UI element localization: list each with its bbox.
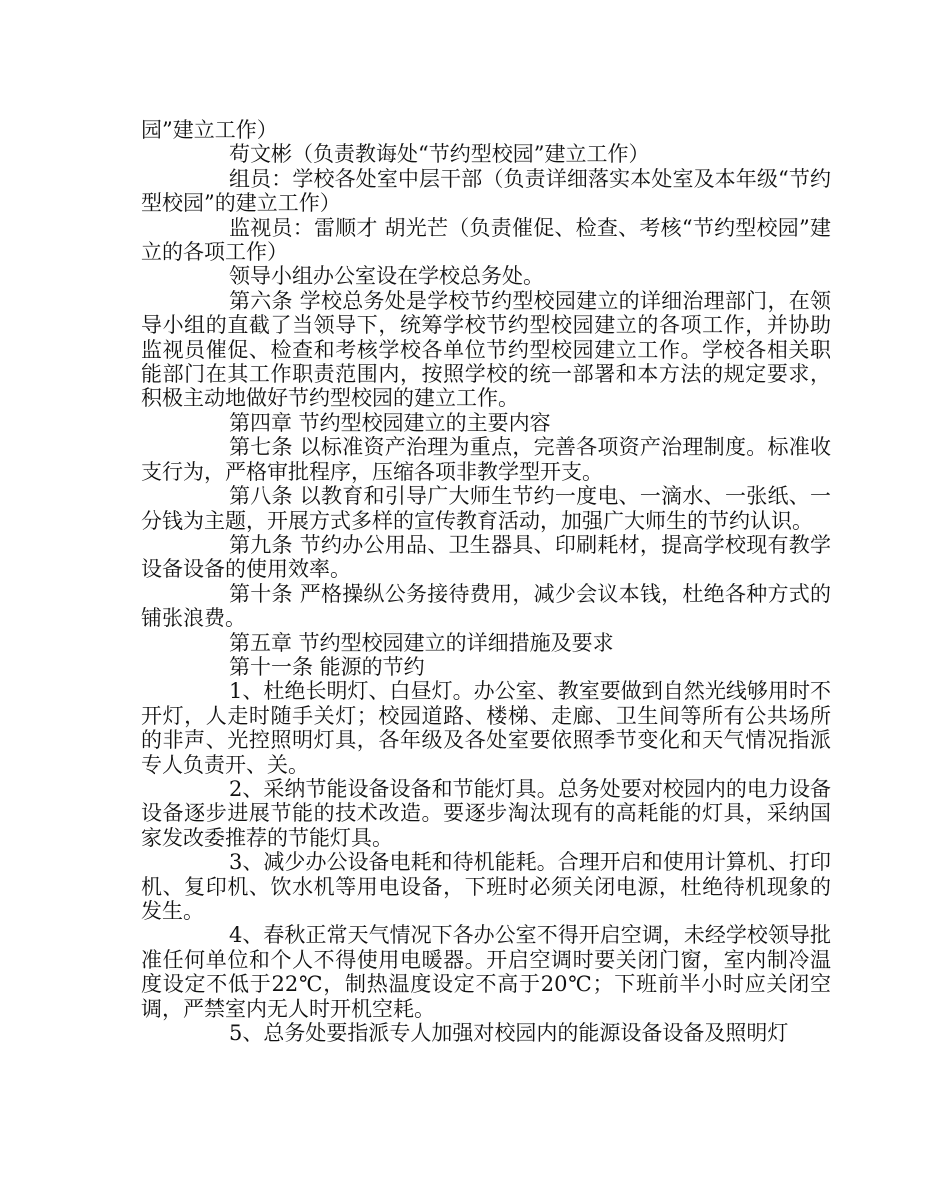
article-heading: 第十一条 能源的节约 bbox=[229, 654, 425, 679]
paragraph: 园”建立工作） bbox=[141, 118, 278, 142]
paragraph: 领导小组办公室设在学校总务处。 bbox=[229, 264, 544, 289]
list-item: 4、春秋正常天气情况下各办公室不得开启空调，未经学校领导批准任何单位和个人不得使用电暖器。开启空调时要关闭门窗，室内制冷温度设定不低于22℃，制热温度设定不高于20℃；下班前半小时应关闭空调，严禁室内无人时开机空耗。 bbox=[141, 923, 831, 1021]
chapter-heading: 第五章 节约型校园建立的详细措施及要求 bbox=[229, 630, 614, 655]
paragraph: 第八条 以教育和引导广大师生节约一度电、一滴水、一张纸、一分钱为主题，开展方式多样的宣传教育活动，加强广大师生的节约认识。 bbox=[141, 484, 831, 533]
chapter-heading: 第四章 节约型校园建立的主要内容 bbox=[229, 410, 551, 435]
paragraph: 监视员：雷顺才 胡光芒（负责催促、检查、考核“节约型校园”建立的各项工作） bbox=[141, 215, 831, 265]
paragraph: 第七条 以标准资产治理为重点，完善各项资产治理制度。标准收支行为，严格审批程序，压缩各项非教学型开支。 bbox=[141, 435, 831, 484]
list-item: 3、减少办公设备电耗和待机能耗。合理开启和使用计算机、打印机、复印机、饮水机等用电设备，下班时必须关闭电源，杜绝待机现象的发生。 bbox=[141, 850, 831, 923]
paragraph: 第九条 节约办公用品、卫生器具、印刷耗材，提高学校现有教学设备设备的使用效率。 bbox=[141, 532, 831, 582]
list-item: 2、采纳节能设备设备和节能灯具。总务处要对校园内的电力设备设备逐步进展节能的技术改造。要逐步淘汰现有的高耗能的灯具，采纳国家发改委推荐的节能灯具。 bbox=[141, 776, 831, 850]
paragraph: 组员：学校各处室中层干部（负责详细落实本处室及本年级“节约型校园”的建立工作） bbox=[141, 166, 831, 216]
document-body bbox=[141, 118, 831, 1045]
paragraph: 第十条 严格操纵公务接待费用，减少会议本钱，杜绝各种方式的铺张浪费。 bbox=[141, 581, 831, 631]
paragraph: 苟文彬（负责教诲处“节约型校园”建立工作） bbox=[229, 142, 650, 167]
paragraph: 第六条 学校总务处是学校节约型校园建立的详细治理部门，在领导小组的直截了当领导下，统筹学校节约型校园建立的各项工作，并协助监视员催促、检查和考核学校各单位节约型校园建立工作。学校各相关职能部门在其工作职责范围内，按照学校的统一部署和本方法的规定要求，积极主动地做好节约型校园的建立工作。 bbox=[141, 288, 831, 411]
list-item: 1、杜绝长明灯、白昼灯。办公室、教室要做到自然光线够用时不开灯，人走时随手关灯；校园道路、楼梯、走廊、卫生间等所有公共场所的非声、光控照明灯具，各年级及各处室要依照季节变化和天气情况指派专人负责开、关。 bbox=[141, 679, 831, 777]
list-item: 5、总务处要指派专人加强对校园内的能源设备设备及照明灯 bbox=[229, 1021, 789, 1046]
